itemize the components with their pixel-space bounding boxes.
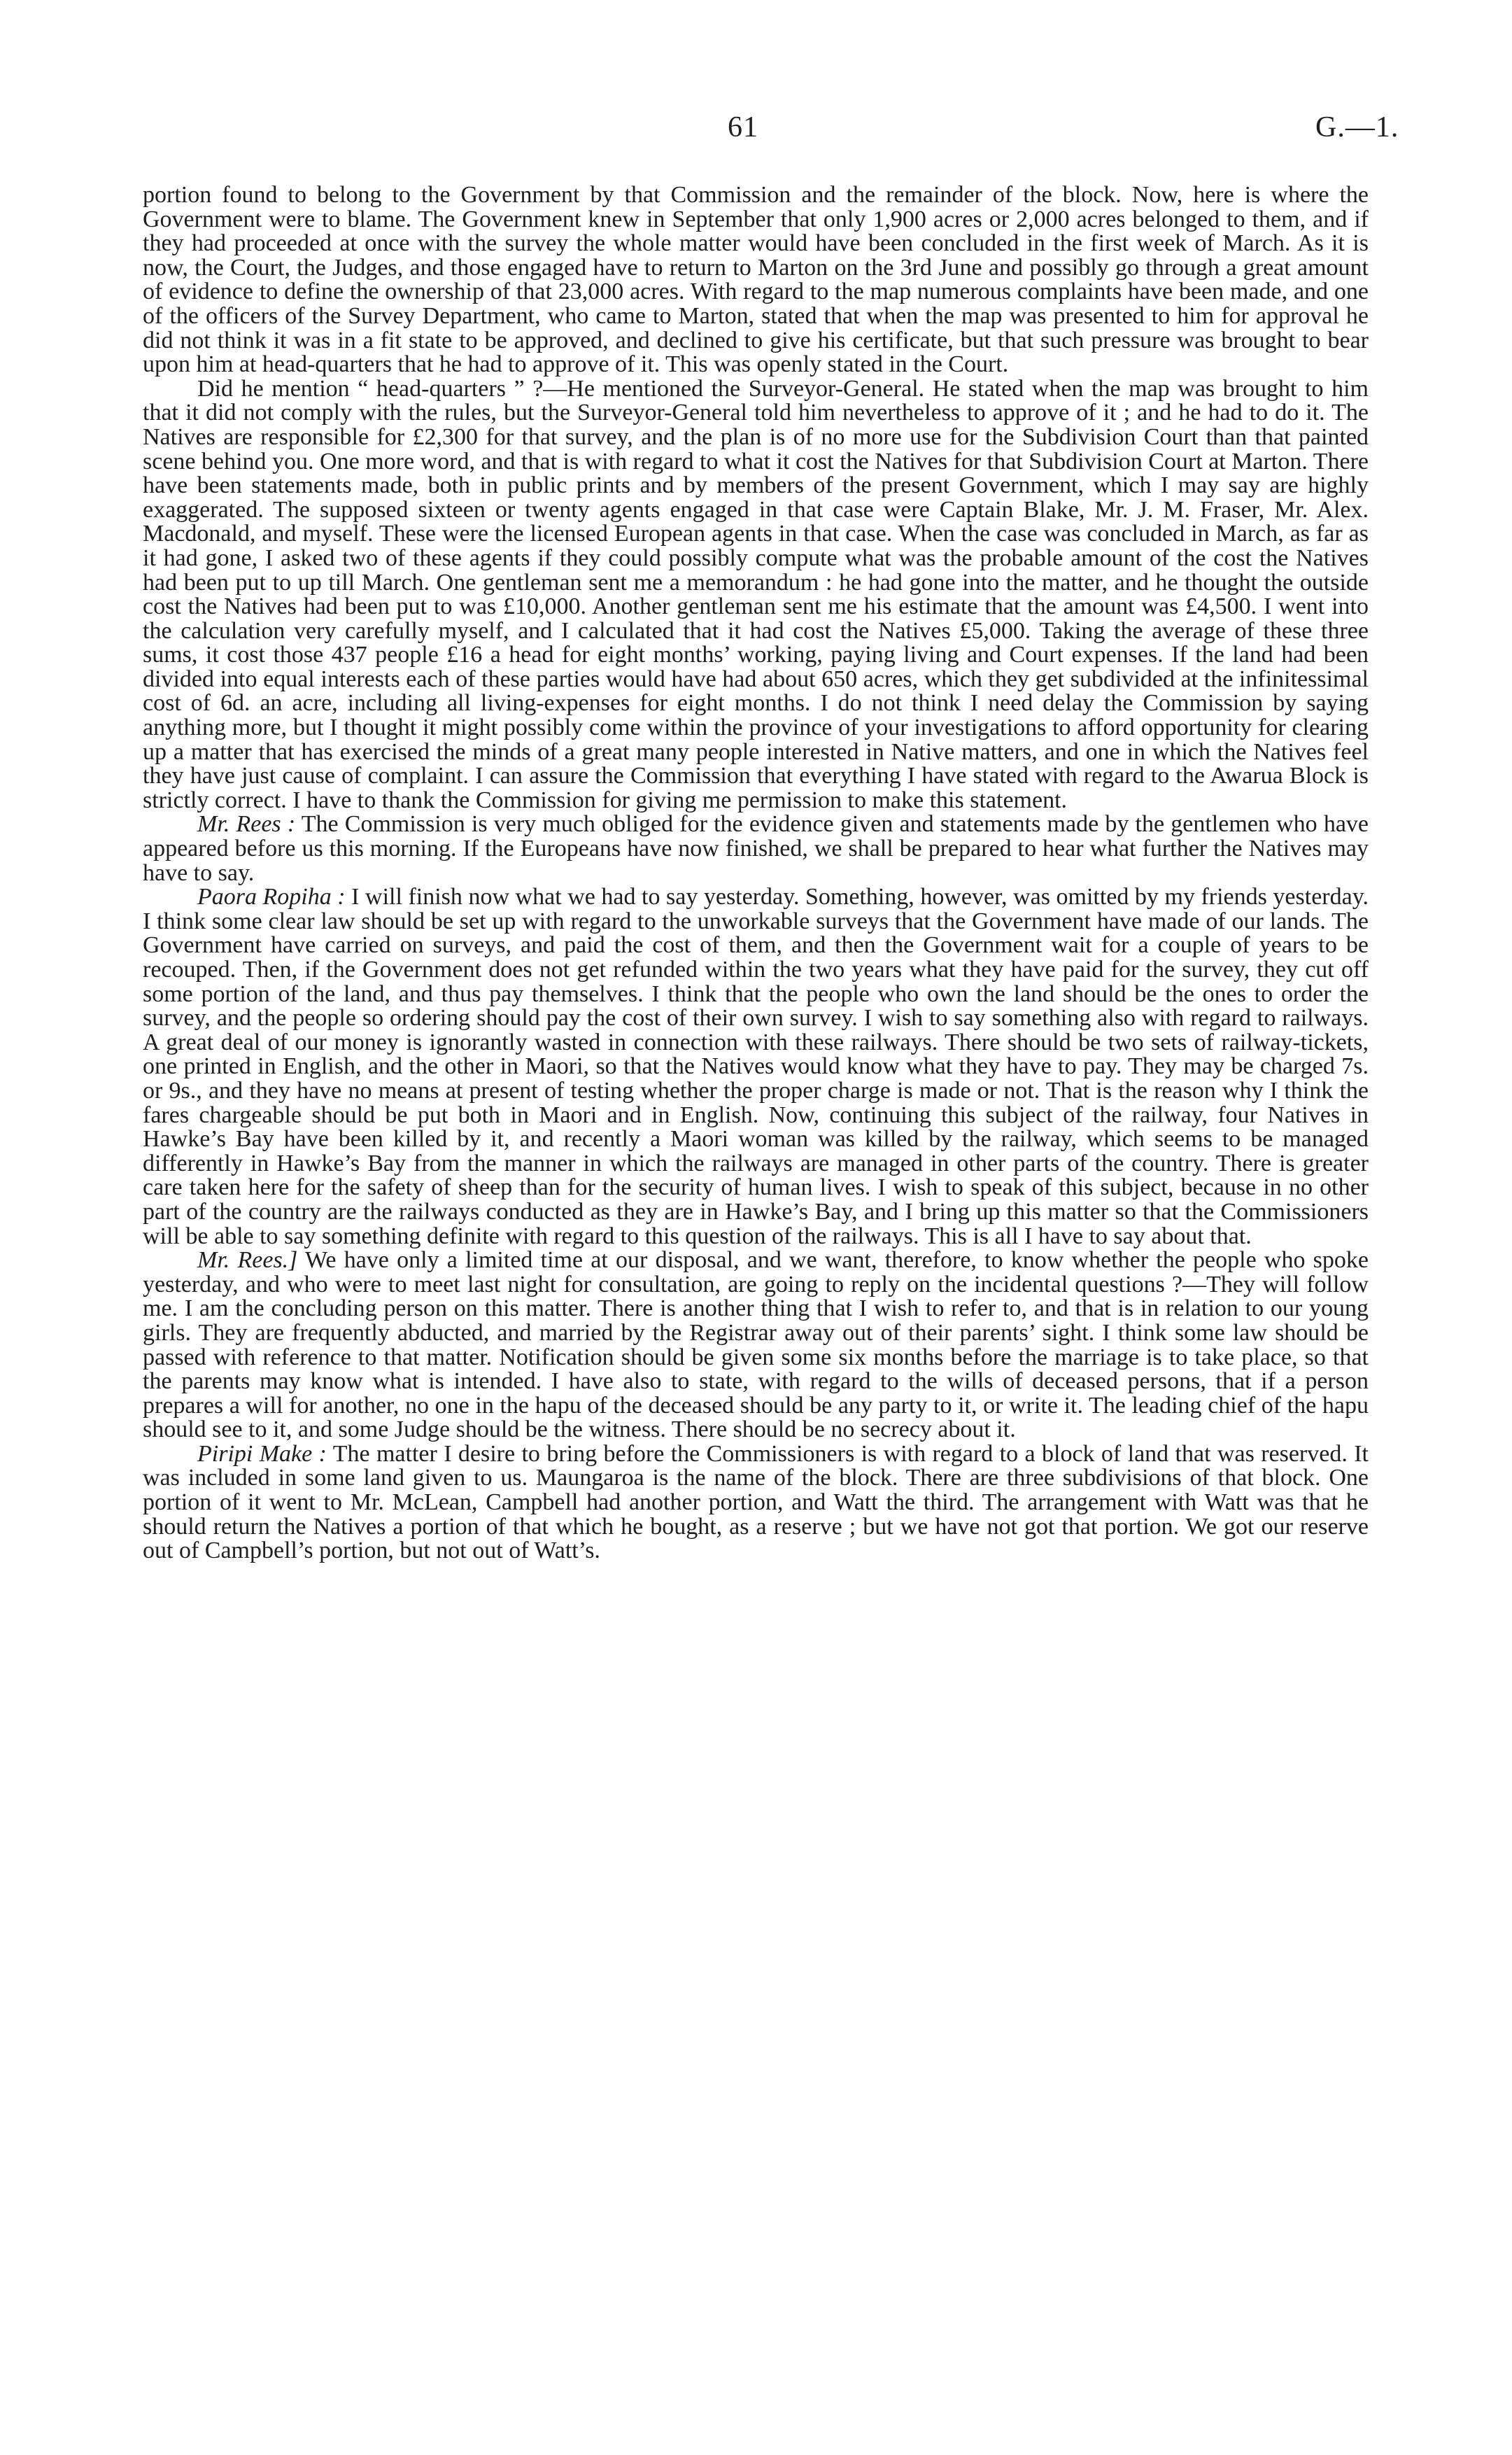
paragraph-mr-rees <box>143 813 1369 885</box>
paragraph-mr-rees-question <box>143 1248 1369 1442</box>
paragraph-text: The matter I desire to bring before the Commissioners is with regard to a block of land that was reserved. It was included in some land given to us. Maungaroa is the name of the block. There are three subdivisions of that block. One portion of it went to Mr. McLean, Campbell had another portion, and Watt the third. The arrangement with Watt was that he should return the Natives a portion of that which he bought, as a reserve ; but we have not got that portion. We got our reserve out of Campbell’s portion, but not out of Watt’s. <box>143 1440 1369 1564</box>
paragraph-continuation <box>143 183 1369 377</box>
speaker-name: Mr. Rees : <box>197 811 296 838</box>
page-header <box>0 111 1512 153</box>
paragraph-text: I will finish now what we had to say yesterday. Something, however, was omitted by my friends yesterday. I think some clear law should be set up with regard to the unworkable surveys that the Government have made of our lands. The Government have carried on surveys, and paid the cost of them, and then the Government wait for a couple of years to be recouped. Then, if the Government does not get refunded within the two years what they have paid for the survey, they cut off some portion of the land, and thus pay themselves. I think that the people who own the land should be the ones to order the survey, and the people so ordering should pay the cost of their own survey. I wish to say something also with regard to railways. A great deal of our money is ignorantly wasted in connection with these railways. There should be two sets of railway-tickets, one printed in English, and the other in Maori, so that the Natives would know what they have to pay. They may be charged 7s. or 9s., and they have no means at present of testing whether the proper charge is made or not. That is the reason why I think the fares chargeable should be put both in Maori and in English. Now, continuing this subject of the railway, four Natives in Hawke’s Bay have been killed by it, and recently a Maori woman was killed by the railway, which seems to be managed differently in Hawke’s Bay from the manner in which the railways are managed in other parts of the country. There is greater care taken here for the safety of sheep than for the security of human lives. I wish to speak of this subject, because in no other part of the country are the railways conducted as they are in Hawke’s Bay, and I bring up this matter so that the Commissioners will be able to say something definite with regard to this question of the railways. This is all I have to say about that. <box>143 884 1369 1249</box>
paragraph-question <box>143 377 1369 813</box>
paragraph-paora-ropiha <box>143 885 1369 1248</box>
paragraph-text: portion found to belong to the Government by that Commission and the remainder of the block. Now, here is where the Government were to blame. The Government knew in September that only 1,900 acres or 2,000 acres belonged to them, and if they had proceeded at once with the survey the whole matter would have been concluded in the first week of March. As it is now, the Court, the Judges, and those engaged have to return to Marton on the 3rd June and possibly go through a great amount of evidence to define the ownership of that 23,000 acres. With regard to the map numerous complaints have been made, and one of the officers of the Survey Department, who came to Marton, stated that when the map was presented to him for approval he did not think it was in a fit state to be approved, and declined to give his certificate, but that such pressure was brought to bear upon him at head-quarters that he had to approve of it. This was openly stated in the Court. <box>143 182 1369 378</box>
speaker-name: Paora Ropiha : <box>197 884 346 910</box>
paragraph-text: Did he mention “ head-quarters ” ?—He mentioned the Surveyor-General. He stated when the map was brought to him that it did not comply with the rules, but the Surveyor-General told him nevertheless to approve of it ; and he had to do it. The Natives are responsible for £2,300 for that survey, and the plan is of no more use for the Subdivision Court than that painted scene behind you. One more word, and that is with regard to what it cost the Natives for that Subdivision Court at Marton. There have been statements made, both in public prints and by members of the present Government, which I may say are highly exaggerated. The supposed sixteen or twenty agents engaged in that case were Captain Blake, Mr. J. M. Fraser, Mr. Alex. Macdonald, and myself. These were the licensed European agents in that case. When the case was concluded in March, as far as it had gone, I asked two of these agents if they could possibly compute what was the probable amount of the cost the Natives had been put to up till March. One gentleman sent me a memorandum : he had gone into the matter, and he thought the outside cost the Natives had been put to was £10,000. Another gentleman sent me his estimate that the amount was £4,500. I went into the calculation very carefully myself, and I calculated that it had cost the Natives £5,000. Taking the average of these three sums, it cost those 437 people £16 a head for eight months’ working, paying living and Court expenses. If the land had been divided into equal interests each of these parties would have had about 650 acres, which they get subdivided at the infinitessimal cost of 6d. an acre, including all living-expenses for eight months. I do not think I need delay the Commission by saying anything more, but I thought it might possibly come within the province of your investigations to afford opportunity for clearing up a matter that has exercised the minds of a great many people interested in Native matters, and one in which the Natives feel they have just cause of complaint. I can assure the Commission that everything I have stated with regard to the Awarua Block is strictly correct. I have to thank the Commission for giving me permission to make this statement. <box>143 375 1369 813</box>
body-text <box>143 183 1369 1563</box>
page-number: 61 <box>728 111 758 143</box>
paragraph-text: We have only a limited time at our disposal, and we want, therefore, to know whether the people who spoke yesterday, and who were to meet last night for consultation, are going to reply on the incidental questions ?—They will follow me. I am the concluding person on this matter. There is another thing that I wish to refer to, and that is in relation to our young girls. They are frequently abducted, and married by the Registrar away out of their parents’ sight. I think some law should be passed with reference to that matter. Notification should be given some six months before the marriage is to take place, so that the parents may know what is intended. I have also to state, with regard to the wills of deceased persons, that if a person prepares a will for another, no one in the hapu of the deceased should be any party to it, or write it. The leading chief of the hapu should see to it, and some Judge should be the witness. There should be no secrecy about it. <box>143 1247 1369 1443</box>
document-reference: G.—1. <box>1315 111 1399 143</box>
paragraph-piripi-make <box>143 1442 1369 1563</box>
speaker-name: Mr. Rees.] <box>197 1247 298 1274</box>
paragraph-text: The Commission is very much obliged for the evidence given and statements made by the gentlemen who have appeared before us this morning. If the Europeans have now finished, we shall be prepared to hear what further the Natives may have to say. <box>143 811 1369 886</box>
speaker-name: Piripi Make : <box>197 1440 327 1467</box>
